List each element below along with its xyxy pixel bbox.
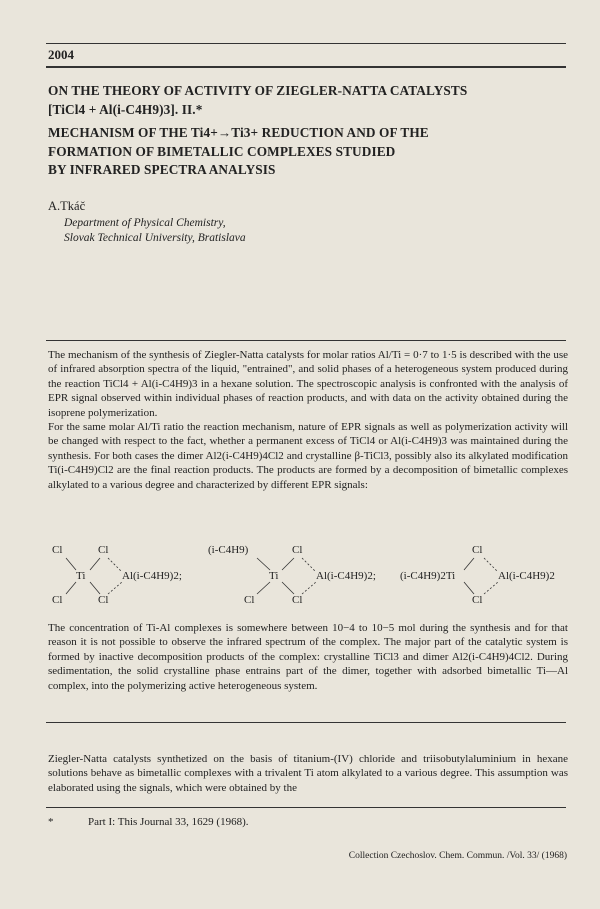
article-subtitle xyxy=(48,124,568,180)
f2-cl-bottom-right: Cl xyxy=(292,594,303,606)
abstract-conclusion xyxy=(48,621,568,693)
f2-ti: Ti xyxy=(269,570,279,582)
title-line-2: [TiCl4 + Al(i-C4H9)3]. II.* xyxy=(48,101,203,117)
f3-cl-top: Cl xyxy=(472,544,483,556)
f1-cl-bottom-left: Cl xyxy=(52,594,63,606)
affiliation-line-2: Slovak Technical University, Bratislava xyxy=(64,232,246,244)
abstract-top-rule xyxy=(46,340,566,341)
f2-al-group: Al(i-C4H9)2; xyxy=(316,570,376,582)
body-paragraph-1: Ziegler-Natta catalysts synthetized on the basis of titanium-(IV) chloride and triisobutylaluminium in hexane solutions behave as bimetallic complexes with a trivalent Ti atom alkylated to a various degree. This assumption was elaborated using the signals, which were obtained by the xyxy=(48,753,568,794)
f3-al-group: Al(i-C4H9)2 xyxy=(498,570,555,582)
affiliation xyxy=(64,216,246,246)
page-number: 2004 xyxy=(48,47,74,62)
abstract-paragraph-2: For the same molar Al/Ti ratio the reaction mechanism, nature of EPR signals as well as polymerization activity will be changed with respect to the fact, whether a permanent excess of TiCl4 or Al(i-C4H9)3 was maintained during the synthesis. For both cases the dimer Al2(i-C4H9)4Cl2 and crystalline β-TiCl3, possibly also its alkylated modification Ti(i-C4H9)Cl2 are the final reaction products. The products are formed by a decomposition of bimetallic complexes alkylated to a various degree and characterized by different EPR signals: xyxy=(48,421,568,491)
footnote-text: Part I: This Journal 33, 1629 (1968). xyxy=(88,816,249,828)
footnote-rule xyxy=(46,807,566,808)
title-line-3: MECHANISM OF THE Ti4+→Ti3+ REDUCTION AND OF THE xyxy=(48,125,429,140)
affiliation-line-1: Department of Physical Chemistry, xyxy=(64,217,226,229)
title-line-4: FORMATION OF BIMETALLIC COMPLEXES STUDIED xyxy=(48,143,396,159)
f1-al-group: Al(i-C4H9)2; xyxy=(122,570,182,582)
journal-reference: Collection Czechoslov. Chem. Commun. /Vol. 33/ (1968) xyxy=(348,851,567,861)
f1-cl-top-right: Cl xyxy=(98,544,109,556)
top-rule-thin xyxy=(46,43,566,44)
article-title xyxy=(48,82,568,119)
f2-cl-bottom-left: Cl xyxy=(244,594,255,606)
abstract-paragraph-3: The concentration of Ti-Al complexes is somewhere between 10−4 to 10−5 mol during the synthesis and for that reason it is not possible to observe the infrared spectrum of the complex. The major part of the catalytic system is formed by inactive decomposition products of the complex: crystalline TiCl3 and dimer Al2(i-C4H9)4Cl2. During sedimentation, the solid crystalline phase entrains part of the dimer, together with adsorbed bimetallic Ti—Al complex, into the polymerizing active heterogeneous system. xyxy=(48,622,568,692)
abstract-bottom-rule xyxy=(46,722,566,723)
f1-cl-bottom-right: Cl xyxy=(98,594,109,606)
f3-cl-bottom: Cl xyxy=(472,594,483,606)
footnote-mark: * xyxy=(48,816,54,828)
structural-formulas xyxy=(52,544,572,610)
f1-cl-top-left: Cl xyxy=(52,544,63,556)
footnote xyxy=(48,816,249,828)
abstract xyxy=(48,348,568,492)
f3-alkyl-ti: (i-C4H9)2Ti xyxy=(400,570,456,582)
abstract-paragraph-1: The mechanism of the synthesis of Ziegler-Natta catalysts for molar ratios Al/Ti = 0·7 to 1·5 is described with the use of infrared absorption spectra of the liquid, "entrained", and solid phases of a heterogeneous system produced during the reaction TiCl4 + Al(i-C4H9)3 in a hexane solution. The spectroscopic analysis is confronted with the analysis of EPR signal observed within individual phases of reaction products, and with data on the activity obtained during the isoprene polymerization. xyxy=(48,349,568,419)
f1-ti: Ti xyxy=(76,570,86,582)
f2-alkyl-top-left: (i-C4H9) xyxy=(208,544,249,556)
f2-cl-top-right: Cl xyxy=(292,544,303,556)
title-line-1: ON THE THEORY OF ACTIVITY OF ZIEGLER-NATTA CATALYSTS xyxy=(48,83,468,98)
body-text xyxy=(48,752,568,795)
header-rule xyxy=(46,66,566,68)
author-name: A.Tkáč xyxy=(48,199,86,213)
title-line-5: BY INFRARED SPECTRA ANALYSIS xyxy=(48,162,276,177)
